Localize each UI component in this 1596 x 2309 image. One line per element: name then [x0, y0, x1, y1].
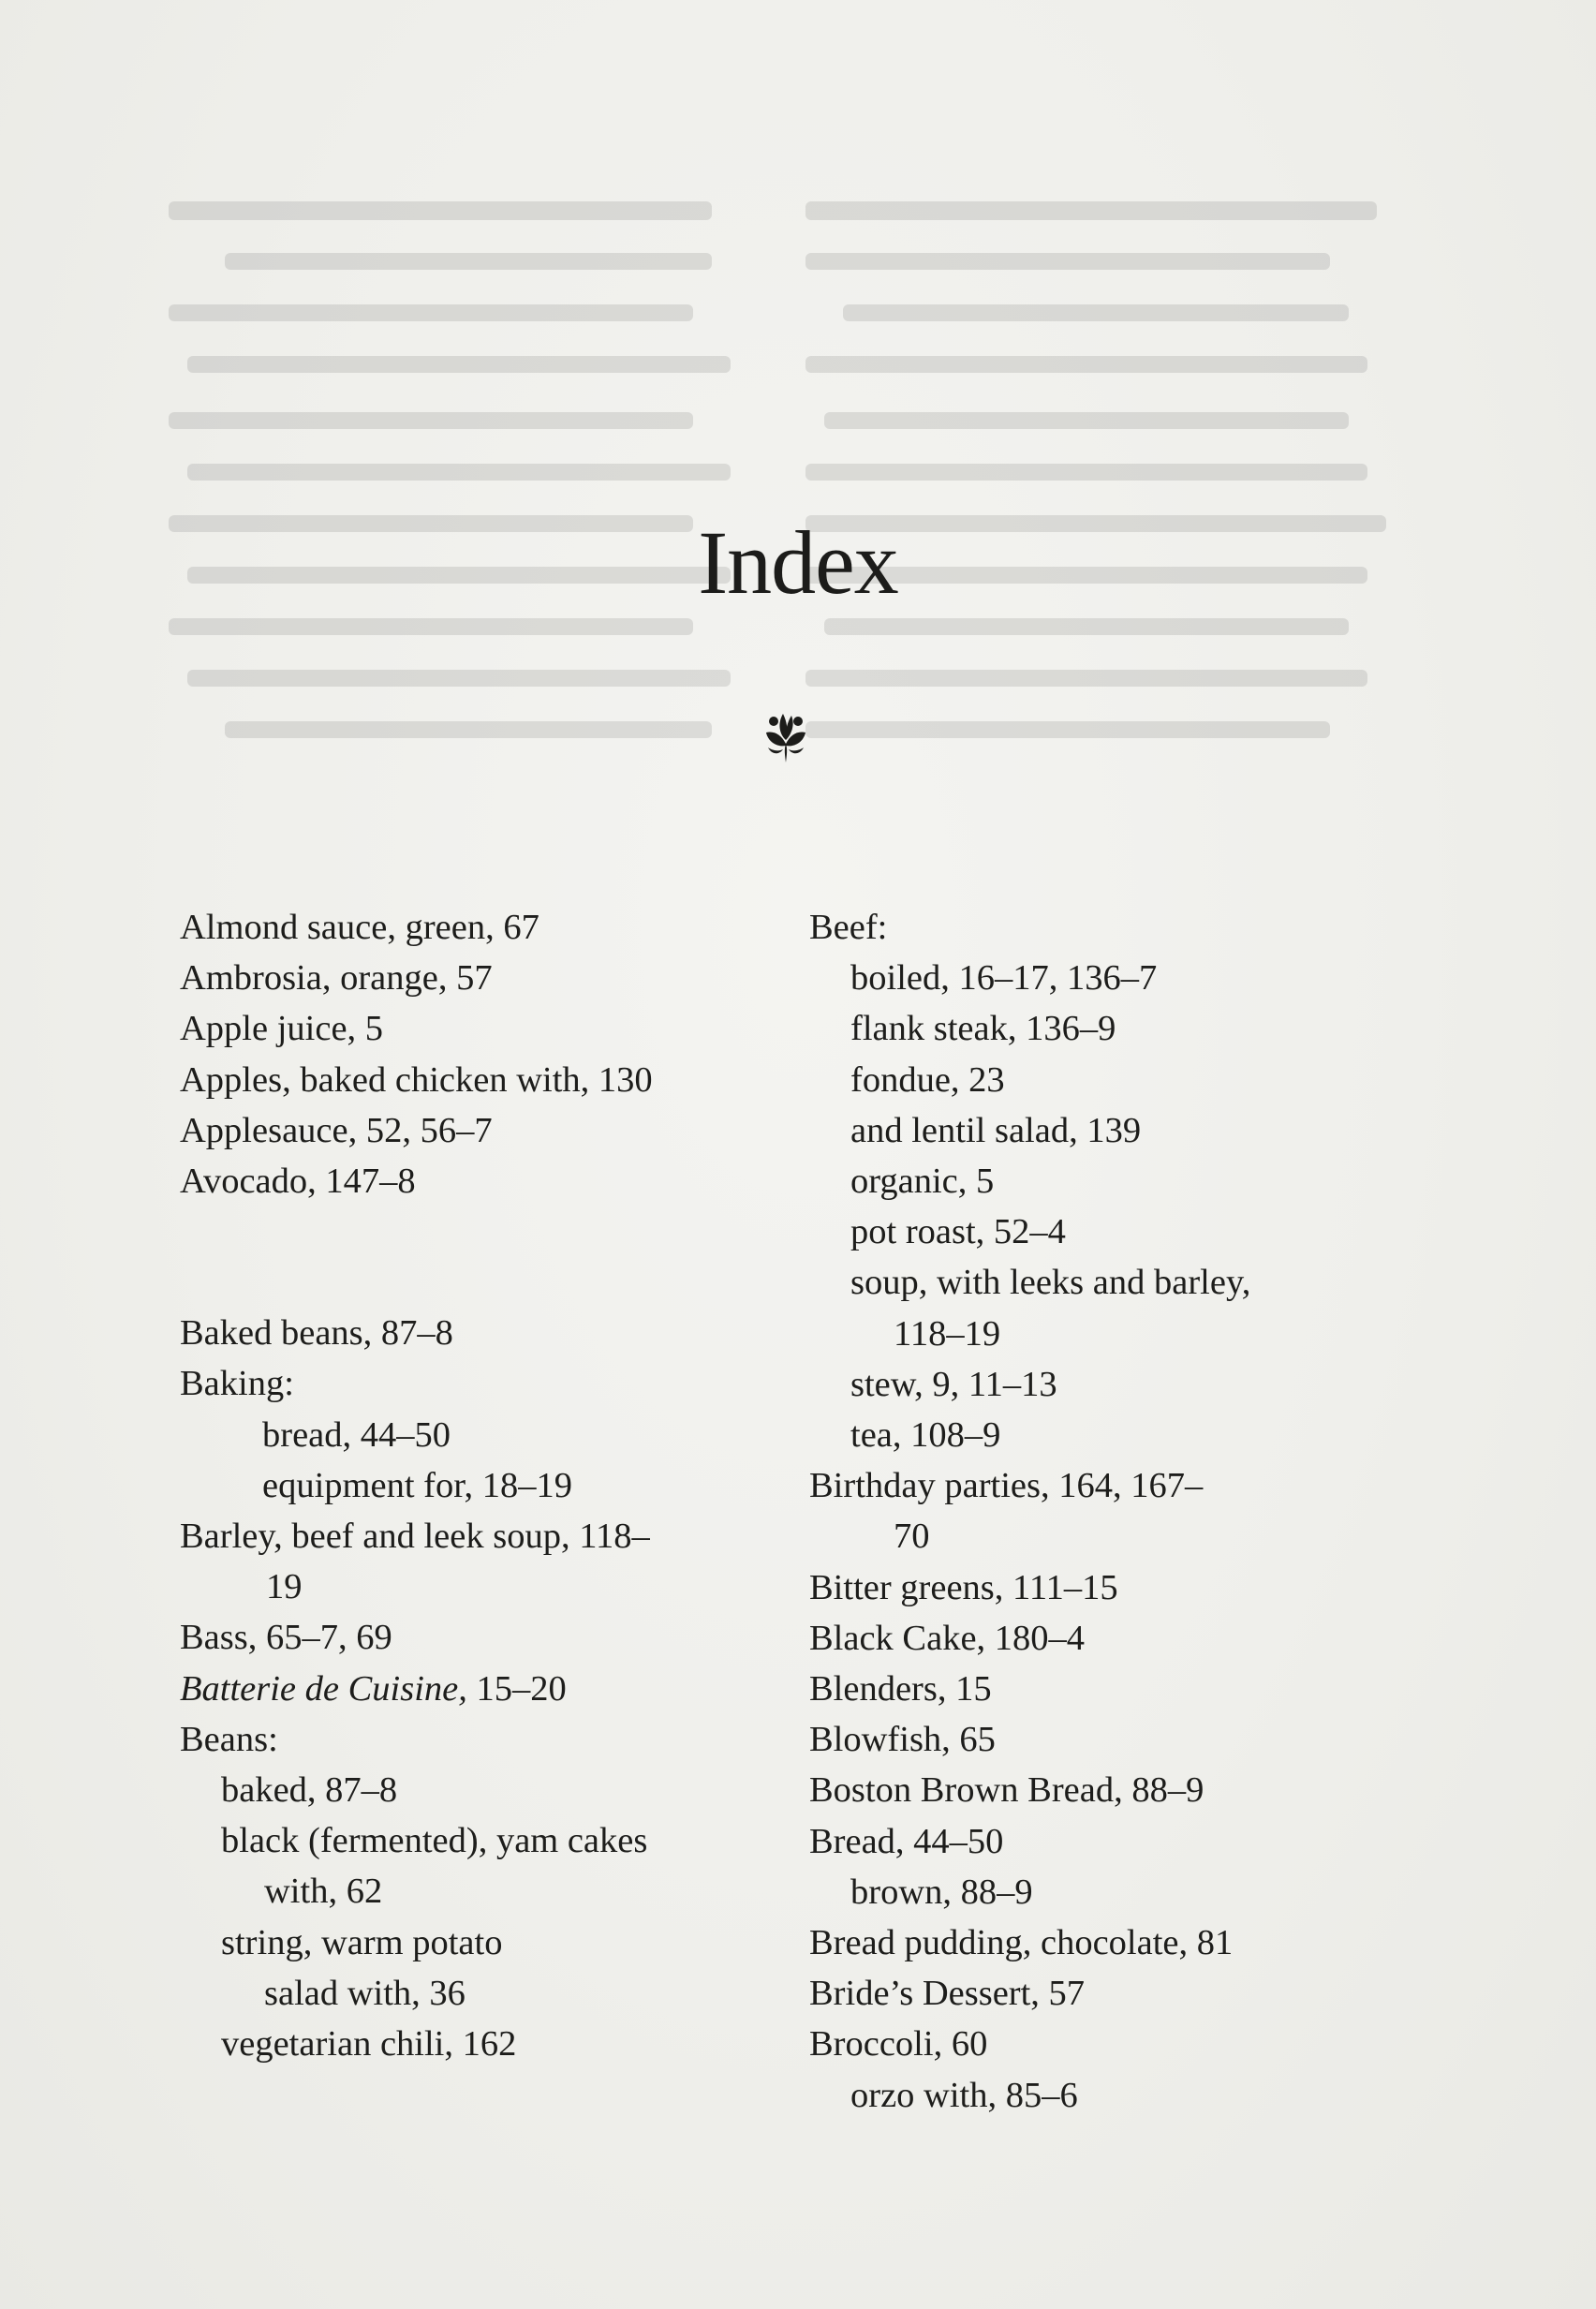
index-entry: Apple juice, 5	[180, 1009, 384, 1049]
index-subentry: tea, 108–9	[850, 1415, 1001, 1456]
index-subentry: orzo with, 85–6	[850, 2075, 1078, 2115]
index-subentry: flank steak, 136–9	[850, 1009, 1116, 1049]
index-subentry-continued: salad with, 36	[264, 1973, 466, 2013]
index-entry: Bass, 65–7, 69	[180, 1618, 392, 1658]
letter-group-gap	[180, 1206, 770, 1308]
index-entry: Baked beans, 87–8	[180, 1313, 453, 1354]
index-subentry: black (fermented), yam cakes	[221, 1821, 648, 1861]
index-subentry: boiled, 16–17, 136–7	[850, 958, 1158, 999]
index-entry-continued: 70	[894, 1517, 930, 1557]
index-entry	[180, 1664, 770, 1714]
index-subentry: fondue, 23	[850, 1059, 1005, 1100]
index-subentry-continued: 118–19	[894, 1313, 1001, 1354]
index-column-left	[180, 902, 770, 2069]
index-entry: Applesauce, 52, 56–7	[180, 1110, 493, 1150]
index-entry: Blenders, 15	[809, 1669, 992, 1710]
index-subentry: baked, 87–8	[221, 1770, 398, 1811]
index-subentry: and lentil salad, 139	[850, 1110, 1142, 1150]
index-entry: Almond sauce, green, 67	[180, 908, 539, 947]
index-entry: Bride’s Dessert, 57	[809, 1974, 1086, 2014]
index-entry: Beans:	[180, 1719, 278, 1759]
index-entry: Apples, baked chicken with, 130	[180, 1059, 653, 1100]
index-entry: Baking:	[180, 1364, 294, 1404]
index-subentry: string, warm potato	[221, 1922, 503, 1962]
index-subentry: bread, 44–50	[262, 1414, 451, 1455]
index-entry: Boston Brown Bread, 88–9	[809, 1770, 1204, 1811]
index-entry: Bread pudding, chocolate, 81	[809, 1923, 1234, 1963]
index-entry: Bitter greens, 111–15	[809, 1567, 1118, 1607]
floral-fleuron-icon	[761, 708, 811, 764]
index-subentry: vegetarian chili, 162	[221, 2024, 517, 2065]
index-entry: Avocado, 147–8	[180, 1162, 416, 1202]
index-subentry: organic, 5	[850, 1162, 995, 1202]
page-title: Index	[698, 512, 898, 613]
index-subentry: brown, 88–9	[850, 1872, 1033, 1912]
index-subentry: stew, 9, 11–13	[850, 1364, 1057, 1404]
index-entry: Beef:	[809, 908, 888, 947]
index-entry: Broccoli, 60	[809, 2024, 988, 2065]
index-entry-italic: Batterie de Cuisine,	[180, 1668, 467, 1709]
index-column-right	[809, 902, 1409, 2121]
index-subentry: soup, with leeks and barley,	[850, 1263, 1251, 1303]
index-entry: Blowfish, 65	[809, 1720, 996, 1760]
index-subentry-continued: with, 62	[264, 1872, 383, 1912]
index-entry: Bread, 44–50	[809, 1821, 1004, 1861]
index-entry: Barley, beef and leek soup, 118–	[180, 1517, 650, 1557]
index-entry-continued: 19	[266, 1567, 303, 1607]
index-subentry: equipment for, 18–19	[262, 1465, 572, 1505]
index-entry: Ambrosia, orange, 57	[180, 958, 493, 999]
index-entry: Birthday parties, 164, 167–	[809, 1466, 1204, 1506]
index-entry: Black Cake, 180–4	[809, 1618, 1086, 1658]
index-subentry: pot roast, 52–4	[850, 1212, 1066, 1252]
index-entry-pages: 15–20	[466, 1668, 567, 1709]
